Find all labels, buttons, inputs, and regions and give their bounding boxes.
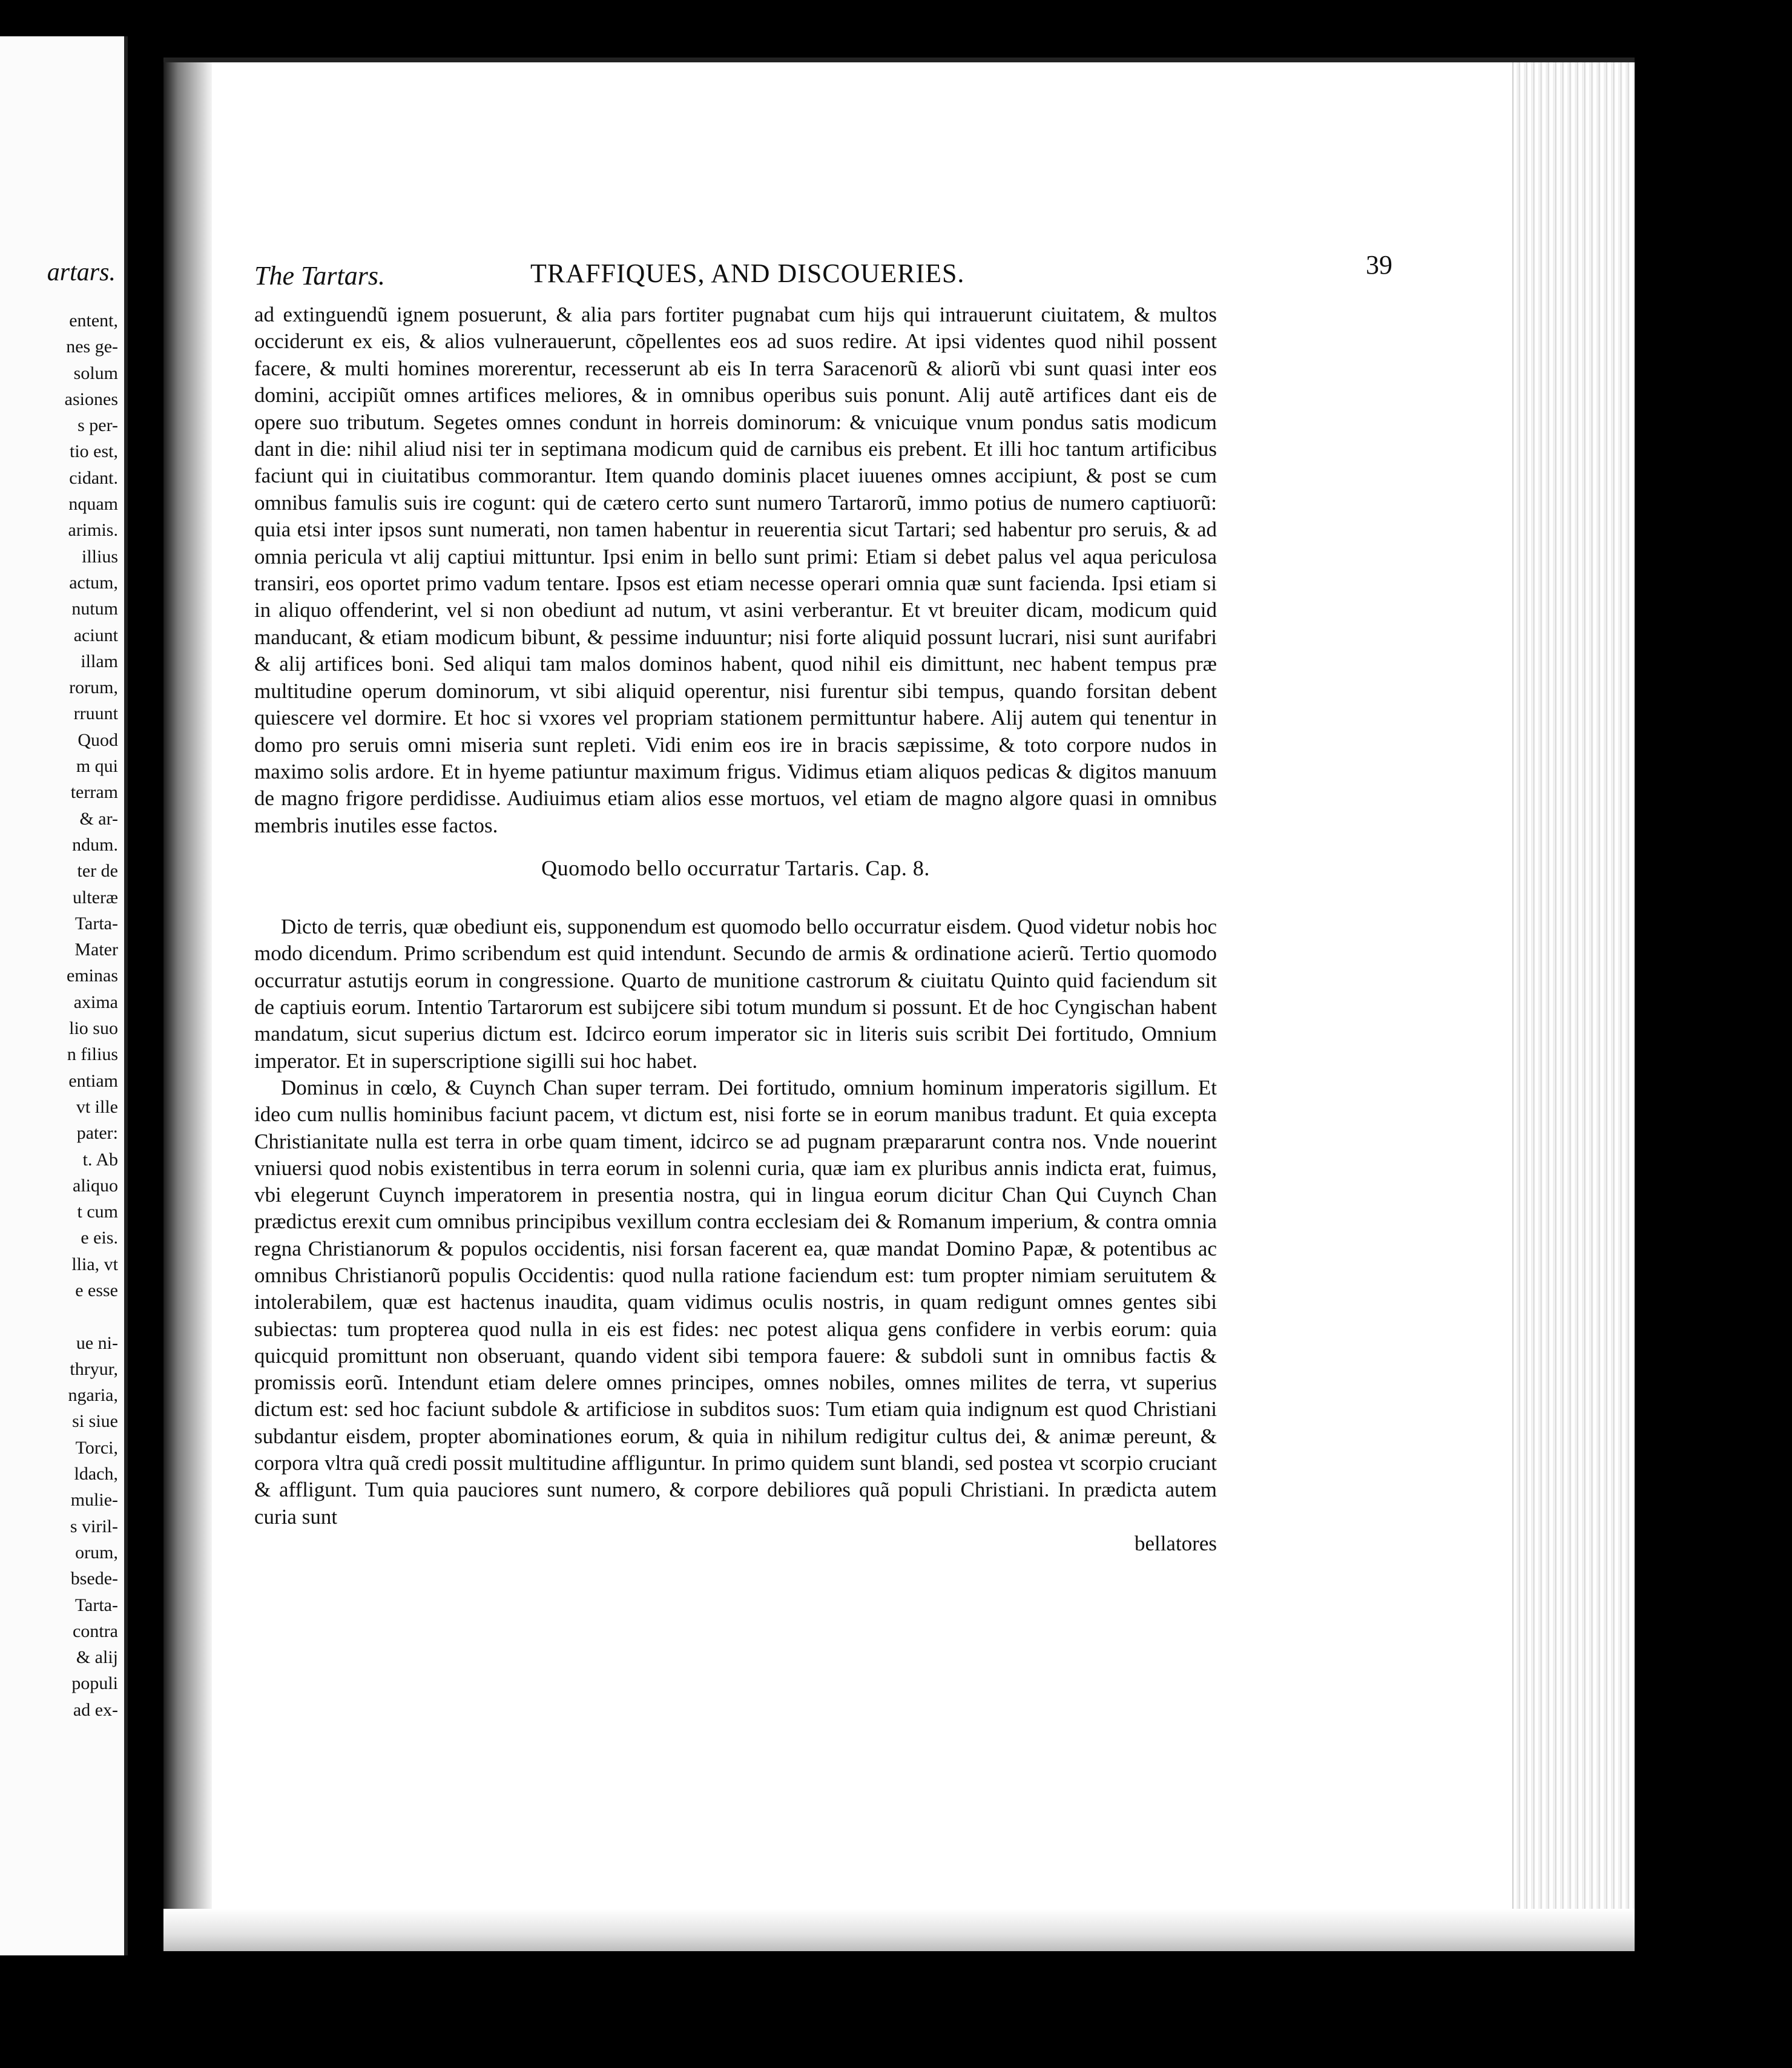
- left-page-line: ue ni-: [76, 1332, 118, 1353]
- left-page-line: ngaria,: [68, 1385, 118, 1406]
- left-page-line: arimis.: [68, 520, 118, 541]
- left-page-line: aliquo: [73, 1175, 118, 1196]
- left-page-line: entent,: [69, 311, 118, 331]
- left-page-text-fragments: [65, 308, 118, 1723]
- running-header: [254, 250, 1392, 297]
- paragraph-2: Dicto de terris, quæ obediunt eis, supponendum est quomodo bello occurratur eisdem. Quod videtur nobis hoc modo dicendum. Primo scribendum est quid intendunt. Secundo de armis & ordinatione acierũ. Tertio quomodo occurratur astutijs eorum in congressione. Quarto de munitione castrorum & ciuitatu Quinto quid faciendum sit de captiuis eorum. Intentio Tartarorum est subijcere sibi totum mundum si possunt. Et de hoc Cyngischan habent mandatum, sicut superius dictum est. Idcirco eorum imperator sic in literis suis scribit Dei fortitudo, Omnium imperator. Et in superscriptione sigilli sui hoc habet.: [254, 915, 1217, 1073]
- left-page-line: asiones: [64, 389, 118, 409]
- left-page-line: n filius: [67, 1044, 118, 1065]
- left-page-line: populi: [71, 1673, 118, 1694]
- left-page-line: solum: [73, 363, 118, 383]
- left-page-line: ldach,: [74, 1464, 118, 1484]
- left-page-line: s per-: [77, 415, 118, 436]
- left-page-line: entiam: [68, 1070, 118, 1091]
- left-page-running-header: artars.: [47, 258, 116, 286]
- page-bottom-shadow: [163, 1909, 1635, 1951]
- gutter-shadow: [163, 62, 212, 1951]
- left-page-line: t. Ab: [82, 1149, 118, 1170]
- left-page-line: rruunt: [73, 703, 118, 724]
- left-page-line: vt ille: [76, 1096, 118, 1117]
- left-page-line: Mater: [74, 940, 118, 960]
- left-page-line: si siue: [72, 1411, 118, 1432]
- left-page-line: pater:: [76, 1123, 118, 1144]
- catchword: bellatores: [1134, 1531, 1217, 1555]
- left-page-line: lio suo: [69, 1018, 118, 1039]
- left-page-line: ulteræ: [73, 887, 118, 907]
- chapter-heading: Quomodo bello occurratur Tartaris. Cap. 8.: [541, 856, 930, 881]
- left-page-line: rorum,: [69, 677, 118, 698]
- page-edges: [1512, 62, 1635, 1951]
- left-page-line: thryur,: [70, 1358, 118, 1379]
- left-page-line: orum,: [75, 1542, 118, 1563]
- left-page-line: e eis.: [81, 1228, 118, 1248]
- paragraph-1: ad extinguendũ ignem posuerunt, & alia pars fortiter pugnabat cum hijs qui intrauerunt ciuitatem, & multos occiderunt ex eis, & alios vulnerauerunt, cõpellentes eos ad suos redire. At ipsi videntes quod nihil possent facere, & multi homines morerentur, recesserunt ab eis In terra Saracenorũ & aliorũ vbi sunt quasi inter eos domini, accipiũt omnes artifices meliores, & in omnibus operibus suis ponunt. Alij autẽ artifices dant eis de opere suo tributum. Segetes omnes condunt in horreis dominorum: & vnicuique vnum pondus satis modicum dant in die: nihil aliud nisi ter in septimana modicum quid de carnibus eis prebent. Et illi hoc tantum artificibus faciunt qui in ciuitatibus commorantur. Item quando dominis placet iuuenes omnes accipiunt, & post se cum omnibus famulis suis ire cogunt: qui de cætero certo sunt numero Tartarorũ, immo potius de numero captiuorũ: quia etsi inter ipsos sunt numerati, non tamen habentur in reuerentia sicut Tartari; sed habentur pro seruis, & ad omnia pericula vt alij captiui mittuntur. Ipsi enim in bello sunt primi: Etiam si debet palus vel aqua periculosa transiri, eos oportet primo vadum tentare. Ipsos est etiam necesse operari omnia quæ sunt facienda. Ipsi etiam si in aliquo offenderint, vel si non obediunt ad nutum, vt asini verberantur. Et vt breuiter dicam, modicum quid manducant, & etiam modicum bibunt, & pessime induuntur; nisi forte aliquid possunt lucrari, nisi sunt aurifabri & alij artifices boni. Sed aliqui tam malos dominos habent, quod nihil eis dimittunt, nec habent tempus præ multitudine operum dominorum, vt sibi aliquid operentur, nisi furentur sibi tempus, quando forsitan debent quiescere vel dormire. Et hoc si vxores vel propriam stationem permittuntur habere. Alij autem qui tenentur in domo pro seruis omni miseria sunt repleti. Vidi enim eos ire in bracis sæpissime, & toto corpore nudos in maximo solis ardore. Et in hyeme patiuntur maximum frigus. Vidimus etiam aliquos pedicas & digitos manuum de magno frigore perdidisse. Audiuimus etiam alios esse mortuos, vel etiam de magno algore quasi in omnibus membris inutiles esse factos.: [254, 303, 1217, 837]
- left-page-line: Tarta-: [74, 1595, 118, 1615]
- left-page-line: terram: [70, 782, 118, 803]
- left-page-line: bsede-: [70, 1569, 118, 1589]
- left-page-line: & ar-: [79, 808, 118, 829]
- body-text: [254, 301, 1217, 1557]
- left-page-line: mulie-: [70, 1490, 118, 1510]
- running-header-title: TRAFFIQUES, AND DISCOUERIES.: [530, 258, 965, 288]
- left-page-line: axima: [73, 992, 118, 1012]
- left-page-line: [65, 1303, 118, 1329]
- left-page-line: eminas: [67, 966, 118, 986]
- left-page-line: nquam: [68, 494, 118, 515]
- left-page-line: ter de: [77, 861, 118, 881]
- left-page-line: ad ex-: [73, 1699, 118, 1720]
- left-page-line: s viril-: [70, 1516, 118, 1536]
- left-page-line: e esse: [75, 1280, 118, 1300]
- running-header-left: The Tartars.: [254, 261, 386, 291]
- left-page-line: cidant.: [69, 467, 118, 488]
- left-page-line: tio est,: [70, 441, 118, 462]
- left-page-line: Tarta-: [74, 913, 118, 934]
- left-page-line: nes ge-: [66, 337, 118, 357]
- left-page-line: aciunt: [73, 625, 118, 645]
- left-page-line: actum,: [69, 572, 118, 593]
- paragraph-3: Dominus in cœlo, & Cuynch Chan super terram. Dei fortitudo, omnium hominum imperatoris sigillum. Et ideo cum nullis hominibus faciunt pacem, vt dictum est, nisi forte se in eorum manibus tradunt. Et quia excepta Christianitate nulla est terra in orbe quam timent, idcirco se ad pugnam præpararunt contra nos. Vnde nouerint vniuersi quod nobis existentibus in terra eorum in solenni curia, quæ iam ex pluribus annis indicta erat, fuimus, vbi elegerunt Cuynch imperatorem in presentia nostra, qui in lingua eorum dicitur Chan Qui Cuynch Chan prædictus erexit cum omnibus principibus vexillum contra ecclesiam dei & Romanum imperium, & contra omnia regna Christianorum & populos occidentis, nisi forsan facerent ea, quæ mandat Domino Papæ, & potentibus ac omnibus Christianorũ populis Occidentis: quod nulla ratione faciendum est: tum propter nimiam seruitutem & intolerabilem, quæ est hactenus inaudita, quam vidimus oculis nostris, in quam redigunt omnes gentes sibi subiectas: tum propterea quod nulla in eis est fides: nec potest aliqua gens confidere in verbis eorum: quia quicquid promittunt non obseruant, quando vident sibi tempora fauere: & subdoli sunt in omnibus factis & promissis eorũ. Intendunt etiam delere omnes principes, omnes nobiles, omnes milites de terra, vt superius dictum est: sed hoc faciunt subdole & artificiose in subditos suos: Tum etiam quia indignum est quod Christiani subdantur eisdem, propter abominationes eorum, & quia in nihilum redigitur cultus dei, & animæ pereunt, & corpora vltra quã credi possit multitudine affliguntur. In primo quidem sunt blandi, sed postea vt scorpio cruciant & affligunt. Tum quia pauciores sunt numero, & corpore debiliores quã populi Christiani. In prædicta autem curia sunt: [254, 1075, 1217, 1529]
- left-page-line: contra: [73, 1621, 118, 1641]
- left-page-line: illam: [81, 651, 118, 671]
- left-page-line: llia, vt: [71, 1254, 118, 1274]
- left-page-line: t cum: [77, 1202, 118, 1222]
- left-page-line: Quod: [77, 729, 118, 750]
- facing-page-left: [0, 36, 128, 1955]
- left-page-line: & alij: [76, 1647, 118, 1668]
- left-page-line: ndum.: [72, 834, 118, 855]
- page-number: 39: [1366, 250, 1392, 280]
- left-page-line: m qui: [76, 756, 118, 777]
- left-page-line: illius: [81, 546, 118, 567]
- left-page-line: Torci,: [75, 1437, 118, 1458]
- left-page-line: nutum: [71, 599, 118, 619]
